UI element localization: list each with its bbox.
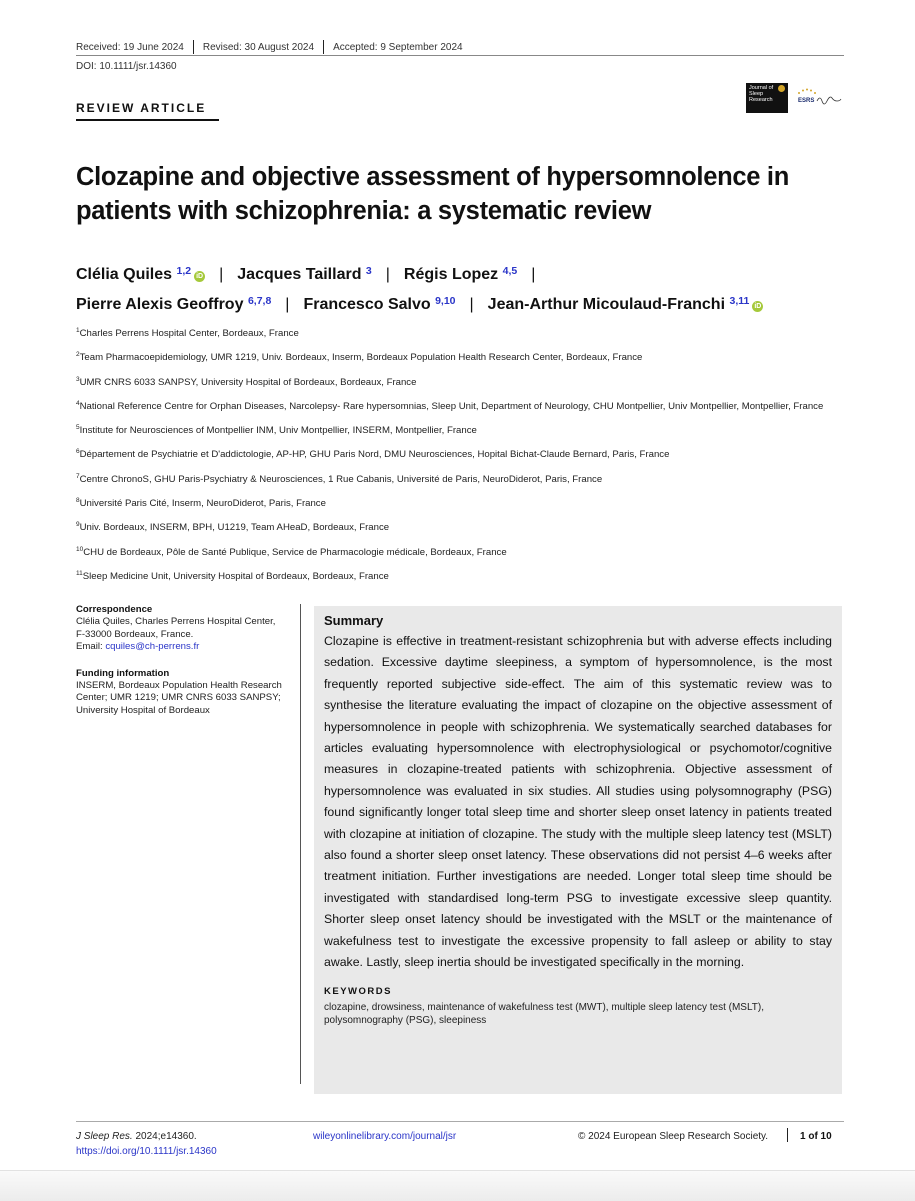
author[interactable]: Pierre Alexis Geoffroy $^{6,7,8}$ <box>76 295 272 313</box>
orcid-icon[interactable]: iD <box>754 303 762 310</box>
next-page-edge <box>0 1170 915 1201</box>
keywords-text: clozapine, drowsiness, maintenance of wakefulness test (MWT), multiple sleep latency test (MSLT), polysomnography (PSG), sleepiness <box>324 1001 764 1026</box>
affiliation: $^8$Université Paris Cité, Inserm, NeuroDiderot, Paris, France <box>76 497 326 510</box>
affiliation: $^{11}$Sleep Medicine Unit, University Hospital of Bordeaux, Bordeaux, France <box>76 569 389 582</box>
funding-heading: Funding information <box>76 667 170 679</box>
correspondence-line: Clélia Quiles, Charles Perrens Hospital Center, <box>76 616 276 628</box>
email-link[interactable]: cquiles@ch-perrens.fr <box>105 641 200 653</box>
footer-journal-link[interactable]: wileyonlinelibrary.com/journal/jsr <box>313 1131 457 1142</box>
moon-icon <box>778 85 785 92</box>
author-separator: | <box>531 266 536 283</box>
summary-heading: Summary <box>324 613 384 628</box>
author[interactable]: Jacques Taillard $^3$ <box>237 265 372 283</box>
author[interactable]: Régis Lopez $^{4,5}$ <box>403 265 518 283</box>
affiliations <box>76 324 836 591</box>
received-date: Received: 19 June 2024 <box>76 41 184 53</box>
signature-scribble <box>817 97 841 104</box>
keywords-heading: KEYWORDS <box>324 985 392 997</box>
author-separator: | <box>219 266 224 283</box>
affiliation: $^1$Charles Perrens Hospital Center, Bordeaux, France <box>76 327 299 339</box>
author[interactable]: Jean-Arthur Micoulaud-Franchi $^{3,11}$ iD <box>487 295 762 313</box>
author-separator: | <box>285 296 290 313</box>
header-divider <box>76 55 844 56</box>
author[interactable]: Francesco Salvo $^{9,10}$ <box>303 295 456 313</box>
stars-icon <box>798 89 816 95</box>
author-line <box>76 288 866 318</box>
author-list <box>76 258 866 318</box>
affiliation: $^2$Team Pharmacoepidemiology, UMR 1219, Univ. Bordeaux, Inserm, Bordeaux Population Health Research Center, Bordeaux, France <box>76 351 643 364</box>
affiliation: $^5$Institute for Neurosciences of Montpellier INM, Univ Montpellier, INSERM, Montpellier, France <box>76 424 477 437</box>
summary-box <box>314 606 842 1094</box>
affiliation: $^9$Univ. Bordeaux, INSERM, BPH, U1219, Team AHeaD, Bordeaux, France <box>76 521 390 534</box>
footer-copyright: © 2024 European Sleep Research Society. <box>578 1131 769 1142</box>
affiliation: $^6$Département de Psychiatrie et D'addictologie, AP-HP, GHU Paris Nord, DMU Neurosciences, Hopital Bichat-Claude Bernard, Paris, France <box>76 448 670 461</box>
article-dates <box>76 40 463 54</box>
side-panel <box>76 604 291 717</box>
page-number: 1 of 10 <box>800 1131 832 1142</box>
author-separator: | <box>469 296 474 313</box>
society-logo <box>795 87 843 111</box>
affiliation: $^3$UMR CNRS 6033 SANPSY, University Hospital of Bordeaux, Bordeaux, France <box>76 375 417 388</box>
date-separator <box>193 40 194 54</box>
correspondence-line: F-33000 Bordeaux, France. <box>76 628 194 640</box>
author-separator: | <box>385 266 390 283</box>
article-title: Clozapine and objective assessment of hypersomnolence in patients with schizophrenia: a systematic review <box>76 163 789 225</box>
author[interactable]: Clélia Quiles $^{1,2}$ iD <box>76 265 204 283</box>
footer-separator <box>787 1128 788 1142</box>
footer-doi-link[interactable]: https://doi.org/10.1111/jsr.14360 <box>76 1146 217 1157</box>
funding-text: INSERM, Bordeaux Population Health Research Center; UMR 1219; UMR CNRS 6033 SANPSY; University Hospital of Bordeaux <box>76 680 282 716</box>
accepted-date: Accepted: 9 September 2024 <box>333 41 463 53</box>
article-doi: DOI: 10.1111/jsr.14360 <box>76 61 177 72</box>
footer-citation: J Sleep Res. 2024;e14360. <box>76 1131 197 1142</box>
correspondence-heading: Correspondence <box>76 604 153 615</box>
article-type: REVIEW ARTICLE <box>76 101 207 115</box>
affiliation: $^7$Centre ChronoS, GHU Paris-Psychiatry & Neurosciences, 1 Rue Cabanis, Université de Paris, NeuroDiderot, Paris, France <box>76 472 603 485</box>
revised-date: Revised: 30 August 2024 <box>202 41 315 53</box>
affiliation: $^{10}$CHU de Bordeaux, Pôle de Santé Publique, Service de Pharmacologie médicale, Bordeaux, France <box>76 545 507 558</box>
orcid-icon[interactable]: iD <box>196 273 204 280</box>
journal-logo <box>746 83 788 113</box>
footer-divider <box>76 1121 844 1122</box>
summary-text: Clozapine is effective in treatment-resistant schizophrenia but with adverse effects including sedation. Excessive daytime sleepiness, a symptom of hypersomnolence, is the most frequently reported subjective side-effect. The aim of this systematic review was to synthesise the literature evaluating the impact of clozapine on the objective assessment of hypersomnolence in people with schizophrenia. We systematically searched databases for articles evaluating hypersomnolence with electrophysiological or psychomotor/cognitive measures in clozapine-treated patients with schizophrenia. Objective assessment of hypersomnolence was evaluated in six studies. All studies using polysomnography (PSG) found significantly longer total sleep time and shorter sleep onset latency in patients treated with clozapine at initiation of clozapine. The study with the multiple sleep latency test (MSLT) also found a shorter sleep onset latency. These observations did not persist 4–6 weeks after treatment initiation. Further investigations are needed. Longer total sleep time should be investigated with standardised long-term PSG to investigate excessive sleep quantity. Shorter sleep onset latency should be investigated with the MSLT or the maintenance of wakefulness test to investigate the excessive propensity to fall asleep or ability to stay awake. Lastly, sleep inertia should be investigated specifically in the morning. <box>324 634 832 970</box>
society-logo-text: ESRS <box>798 98 815 104</box>
column-divider <box>300 604 301 1084</box>
date-separator <box>323 40 324 54</box>
affiliation: $^4$National Reference Centre for Orphan Diseases, Narcolepsy- Rare hypersomnias, Sleep Unit, Department of Neurology, CHU Montpellier, Univ Montpellier, Montpellier, France <box>76 399 824 412</box>
author-line <box>76 258 866 288</box>
article-type-underline <box>76 119 219 121</box>
correspondence-email-line: Email: cquiles@ch-perrens.fr <box>76 641 200 653</box>
journal-logo-text: Journal of Sleep Research <box>749 85 774 103</box>
